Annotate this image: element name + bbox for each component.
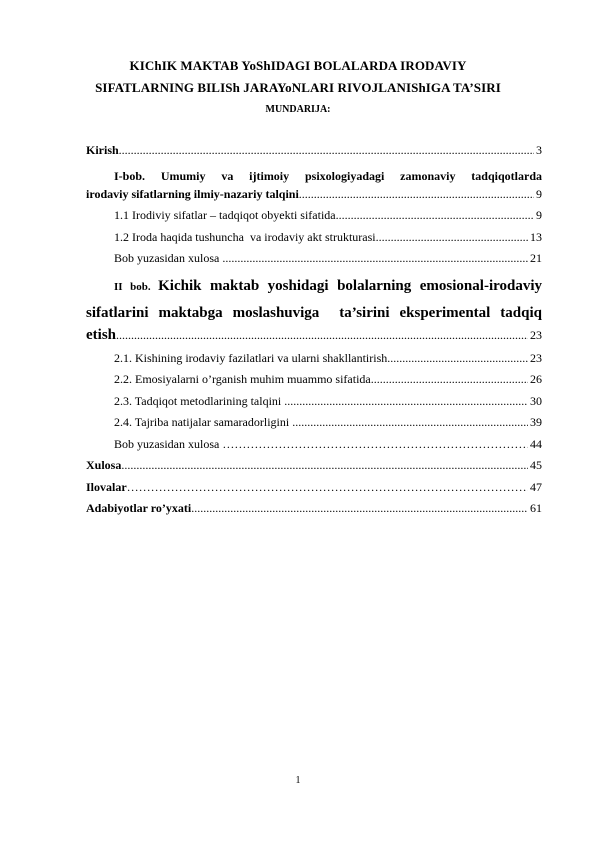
toc-page: 23: [530, 327, 542, 342]
toc-page: 26: [530, 372, 542, 386]
toc-leader: [222, 437, 528, 452]
toc-label: 1.2 Iroda haqida tushuncha va irodaviy akt strukturasi: [114, 229, 376, 244]
toc-page: 61: [530, 501, 542, 515]
toc-entry-2-4: [86, 415, 542, 437]
chapter-2-lead: II bob.: [114, 280, 159, 293]
toc-entry-xulosa: [86, 458, 542, 480]
chapter-2-title-part-1: Kichik maktab yoshidagi bolalarning emosional-irodaviy: [158, 277, 543, 294]
toc-label: 2.1. Kishining irodaviy fazilatlari va ularni shakllantirish: [114, 350, 388, 365]
toc-leader: [371, 372, 528, 387]
toc-page: 9: [536, 186, 542, 201]
toc-leader: [119, 143, 534, 158]
toc-label: Adabiyotlar ro’yxati: [86, 501, 192, 515]
toc-label: Ilovalar: [86, 479, 127, 494]
toc-page: 3: [536, 143, 542, 157]
toc-leader: [116, 328, 528, 343]
toc-page: 47: [530, 479, 542, 494]
toc-leader: [222, 251, 528, 266]
document-title-line-1: KIChIK MAKTAB YoShIDAGI BOLALARDA IRODAVIY: [129, 58, 467, 73]
page-number: 1: [295, 775, 301, 786]
document-title-line-2: SIFATLARNING BILISh JARAYoNLARI RIVOJLANIShIGA TA’SIRI: [95, 80, 501, 95]
toc-entry-1-1: [86, 208, 542, 230]
toc-label: 2.4. Tajriba natijalar samaradorligini: [114, 415, 293, 429]
toc-entry-1-2: [86, 230, 542, 252]
toc-page: 30: [530, 393, 542, 408]
toc-page: 9: [536, 208, 542, 222]
toc-leader: [127, 480, 528, 495]
toc-page: 13: [530, 229, 542, 244]
toc-label: Bob yuzasidan xulosa: [114, 436, 223, 451]
toc-leader: [191, 501, 528, 516]
toc-entry-chapter-1: [86, 187, 542, 209]
toc-entry-2-2: [86, 372, 542, 394]
toc-chapter-2-line-2: sifatlarini maktabga moslashuviga ta’sirini eksperimental tadqiq: [86, 304, 542, 321]
toc-leader: [299, 187, 534, 202]
toc-label: 2.2. Emosiyalarni o’rganish muhim muammo sifatida: [114, 372, 371, 386]
toc-page: 23: [530, 350, 542, 365]
toc-leader: [336, 208, 534, 223]
toc-leader: [387, 351, 528, 366]
toc-entry-ilovalar: [86, 480, 542, 502]
toc-leader: [284, 394, 528, 409]
toc-label: Xulosa: [86, 458, 122, 472]
toc-entry-chapter-2-conclusion: [86, 437, 542, 459]
toc-page: 39: [530, 415, 542, 429]
toc-page: 44: [530, 436, 542, 451]
toc-entry-2-3: [86, 394, 542, 416]
toc-page: 45: [530, 458, 542, 472]
toc-entry-kirish: [86, 143, 542, 165]
toc-label: Bob yuzasidan xulosa: [114, 251, 223, 265]
toc-leader: [292, 415, 528, 430]
toc-label: irodaviy sifatlarning ilmiy-nazariy talqini: [86, 186, 299, 201]
toc-chapter-1-line-1: I-bob. Umumiy va ijtimoiy psixologiyadagi zamonaviy tadqiqotlarda: [114, 168, 542, 183]
toc-label: Kirish: [86, 143, 119, 157]
toc-label: etish: [86, 326, 116, 343]
toc-label: 2.3. Tadqiqot metodlarining talqini: [114, 393, 285, 408]
toc-entry-2-1: [86, 351, 542, 373]
toc-page: 21: [530, 251, 542, 265]
toc-chapter-2-line-1: [86, 273, 542, 300]
table-of-contents: [86, 143, 542, 523]
toc-leader: [121, 458, 528, 473]
contents-heading: MUNDARIJA:: [265, 104, 331, 115]
toc-label: 1.1 Irodiviy sifatlar – tadqiqot obyekti sifatida: [114, 208, 336, 222]
toc-entry-chapter-2: [86, 327, 542, 351]
toc-entry-adabiyotlar: [86, 501, 542, 523]
toc-leader: [376, 230, 528, 245]
toc-entry-chapter-1-conclusion: [86, 251, 542, 273]
